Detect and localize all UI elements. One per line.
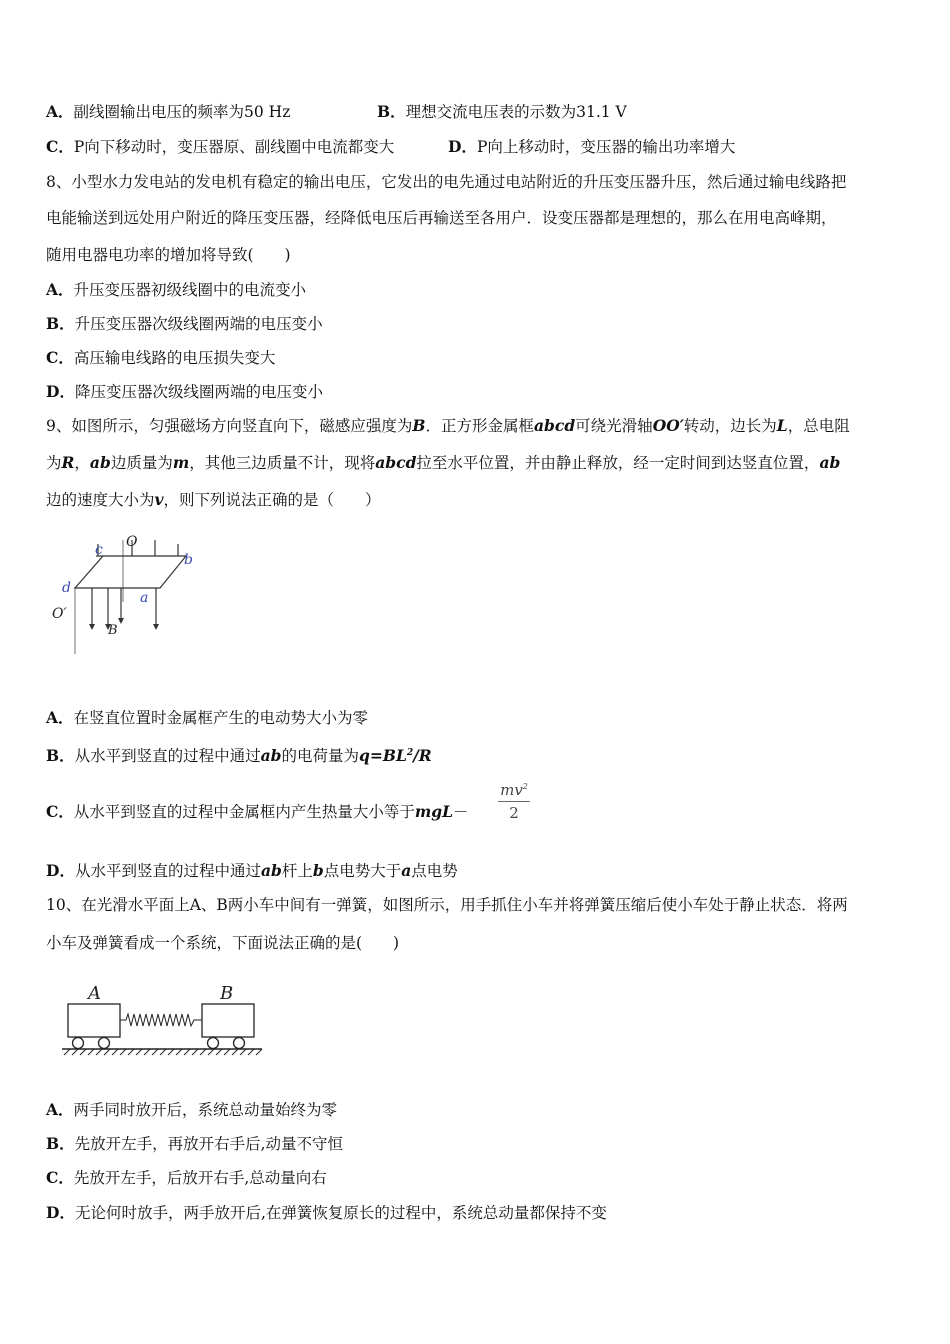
text: 边的速度大小为 xyxy=(46,491,155,509)
option-label: D． xyxy=(46,1203,75,1222)
wheel xyxy=(73,1038,84,1049)
cart-A-body xyxy=(68,1004,120,1037)
q9-stem-line-2 xyxy=(46,453,840,473)
text: ，则下列说法正确的是（ ） xyxy=(163,491,381,509)
label-d: d xyxy=(62,580,71,596)
wheel xyxy=(234,1038,245,1049)
symbol-R: R xyxy=(61,453,75,472)
option-label: C． xyxy=(46,348,74,367)
q8-option-a xyxy=(46,280,306,300)
label-b: b xyxy=(184,552,193,568)
symbol-v: v xyxy=(154,490,164,509)
arrow-head xyxy=(153,624,159,630)
option-text: 升压变压器初级线圈中的电流变小 xyxy=(73,281,307,299)
symbol-a: a xyxy=(401,861,412,880)
option-text: 从水平到竖直的过程中通过 xyxy=(74,747,261,766)
symbol-ab: ab xyxy=(260,861,282,880)
symbol-m: m xyxy=(172,453,190,472)
superscript: 2 xyxy=(406,748,414,758)
fraction xyxy=(496,776,532,824)
q8-option-c xyxy=(46,348,275,368)
q7-option-a xyxy=(46,102,290,122)
fraction-denominator: 2 xyxy=(509,804,519,822)
option-label: A． xyxy=(46,280,74,299)
option-label: C． xyxy=(46,1168,74,1187)
q9-stem-line-1 xyxy=(46,416,850,436)
text: 9、如图所示，匀强磁场方向竖直向下，磁感应强度为 xyxy=(46,417,413,435)
symbol-B: B xyxy=(412,416,426,435)
numerator-text: mv xyxy=(500,781,523,799)
q7-option-c xyxy=(46,137,394,157)
text: 为 xyxy=(46,454,62,472)
symbol-abcd: abcd xyxy=(375,453,417,472)
q9-stem-line-3 xyxy=(46,490,381,510)
formula-mgL: mgL xyxy=(414,802,453,821)
q9-figure-magnetic-field-frame xyxy=(48,532,208,660)
spring xyxy=(120,1014,202,1026)
text: ，总电阻 xyxy=(787,417,850,435)
option-label: B． xyxy=(46,314,75,333)
option-label: B． xyxy=(46,746,75,766)
label-B: B xyxy=(108,623,118,638)
q10-figure-carts-spring xyxy=(58,980,266,1058)
option-text: 降压变压器次级线圈两端的电压变小 xyxy=(74,383,323,401)
text: 拉至水平位置，并由静止释放，经一定时间到达竖直位置， xyxy=(416,454,820,472)
q10-option-a xyxy=(46,1100,337,1120)
label-B: B xyxy=(220,983,234,1004)
option-label: D． xyxy=(46,382,75,401)
label-c: c xyxy=(95,542,103,558)
option-text: 在竖直位置时金属框产生的电动势大小为零 xyxy=(73,709,369,727)
option-text: 从水平到竖直的过程中金属框内产生热量大小等于 xyxy=(73,803,415,821)
cart-B-body xyxy=(202,1004,254,1037)
q10-option-d xyxy=(46,1203,607,1223)
q10-option-b xyxy=(46,1134,343,1154)
arrow-head xyxy=(89,624,95,630)
option-label: A． xyxy=(46,102,74,121)
formula: /R xyxy=(413,746,432,766)
text: 可绕光滑轴 xyxy=(575,417,653,435)
q8-stem-line-1: 8、小型水力发电站的发电机有稳定的输出电压，它发出的电先通过电站附近的升压变压器升压，然后通过输电线路把 xyxy=(46,173,847,191)
q8-stem-line-3: 随用电器电功率的增加将导致( ) xyxy=(46,246,291,264)
option-text: 的电荷量为 xyxy=(281,747,360,766)
text: ，其他三边质量不计，现将 xyxy=(189,454,376,472)
option-label: B． xyxy=(377,102,406,121)
symbol-ab: ab xyxy=(260,746,282,766)
q8-stem-line-2: 电能输送到远处用户附近的降压变压器，经降低电压后再输送至各用户．设变压器都是理想的，那么在用电高峰期， xyxy=(46,209,837,227)
option-text: P向下移动时，变压器原、副线圈中电流都变大 xyxy=(73,138,395,156)
option-label: C． xyxy=(46,802,74,821)
option-text: 副线圈输出电压的频率为50 Hz xyxy=(73,103,291,121)
label-a: a xyxy=(140,590,149,606)
option-text: 点电势大于 xyxy=(323,862,402,880)
option-label: D． xyxy=(448,137,477,156)
q8-option-b xyxy=(46,314,323,334)
symbol-ab: ab xyxy=(819,453,841,472)
square-frame xyxy=(75,556,186,588)
option-label: A． xyxy=(46,1100,74,1119)
text: ， xyxy=(74,454,90,472)
q7-option-d xyxy=(448,137,735,157)
option-label: B． xyxy=(46,1134,75,1153)
symbol-abcd: abcd xyxy=(534,416,576,435)
q9-option-a xyxy=(46,708,368,728)
q8-option-d xyxy=(46,382,323,402)
option-text: 先放开左手，后放开右手,总动量向右 xyxy=(73,1169,327,1187)
label-O: O xyxy=(126,534,138,550)
text: 边质量为 xyxy=(110,454,173,472)
fraction-numerator xyxy=(496,776,532,801)
option-text: 从水平到竖直的过程中通过 xyxy=(74,862,261,880)
arrow-head xyxy=(118,618,124,624)
option-text: 高压输电线路的电压损失变大 xyxy=(73,349,276,367)
symbol-ab: ab xyxy=(89,453,111,472)
text: 转动，边长为 xyxy=(683,417,777,435)
q10-option-c xyxy=(46,1168,327,1188)
option-text: 理想交流电压表的示数为31.1 V xyxy=(405,103,627,121)
q9-option-b xyxy=(46,743,432,766)
symbol-L: L xyxy=(776,416,788,435)
text: ．正方形金属框 xyxy=(425,417,534,435)
wheel xyxy=(99,1038,110,1049)
option-text: 无论何时放手，两手放开后,在弹簧恢复原长的过程中，系统总动量都保持不变 xyxy=(74,1204,607,1222)
option-text: 点电势 xyxy=(411,862,458,880)
option-label: D． xyxy=(46,861,75,880)
formula: q=BL xyxy=(359,746,407,766)
option-text: 先放开左手，再放开右手后,动量不守恒 xyxy=(74,1135,344,1153)
minus-sign: － xyxy=(453,803,469,821)
wheel xyxy=(208,1038,219,1049)
option-label: A． xyxy=(46,708,74,727)
option-text: 杆上 xyxy=(281,862,313,880)
label-A: A xyxy=(88,983,101,1004)
superscript: 2 xyxy=(522,782,528,791)
q10-stem-line-1: 10、在光滑水平面上A、B两小车中间有一弹簧，如图所示，用手抓住小车并将弹簧压缩后使小车处于静止状态．将两 xyxy=(46,896,848,914)
ground-hatch xyxy=(64,1049,262,1055)
q7-option-b xyxy=(377,102,627,122)
symbol-OO: OO′ xyxy=(652,416,684,435)
option-label: C． xyxy=(46,137,74,156)
option-text: P向上移动时，变压器的输出功率增大 xyxy=(476,138,736,156)
q9-option-c xyxy=(46,802,469,822)
label-O-prime: O′ xyxy=(52,606,67,622)
q10-stem-line-2: 小车及弹簧看成一个系统，下面说法正确的是( ) xyxy=(46,934,400,952)
option-text: 两手同时放开后，系统总动量始终为零 xyxy=(73,1101,338,1119)
q9-option-d xyxy=(46,861,458,881)
option-text: 升压变压器次级线圈两端的电压变小 xyxy=(74,315,323,333)
symbol-b: b xyxy=(312,861,324,880)
